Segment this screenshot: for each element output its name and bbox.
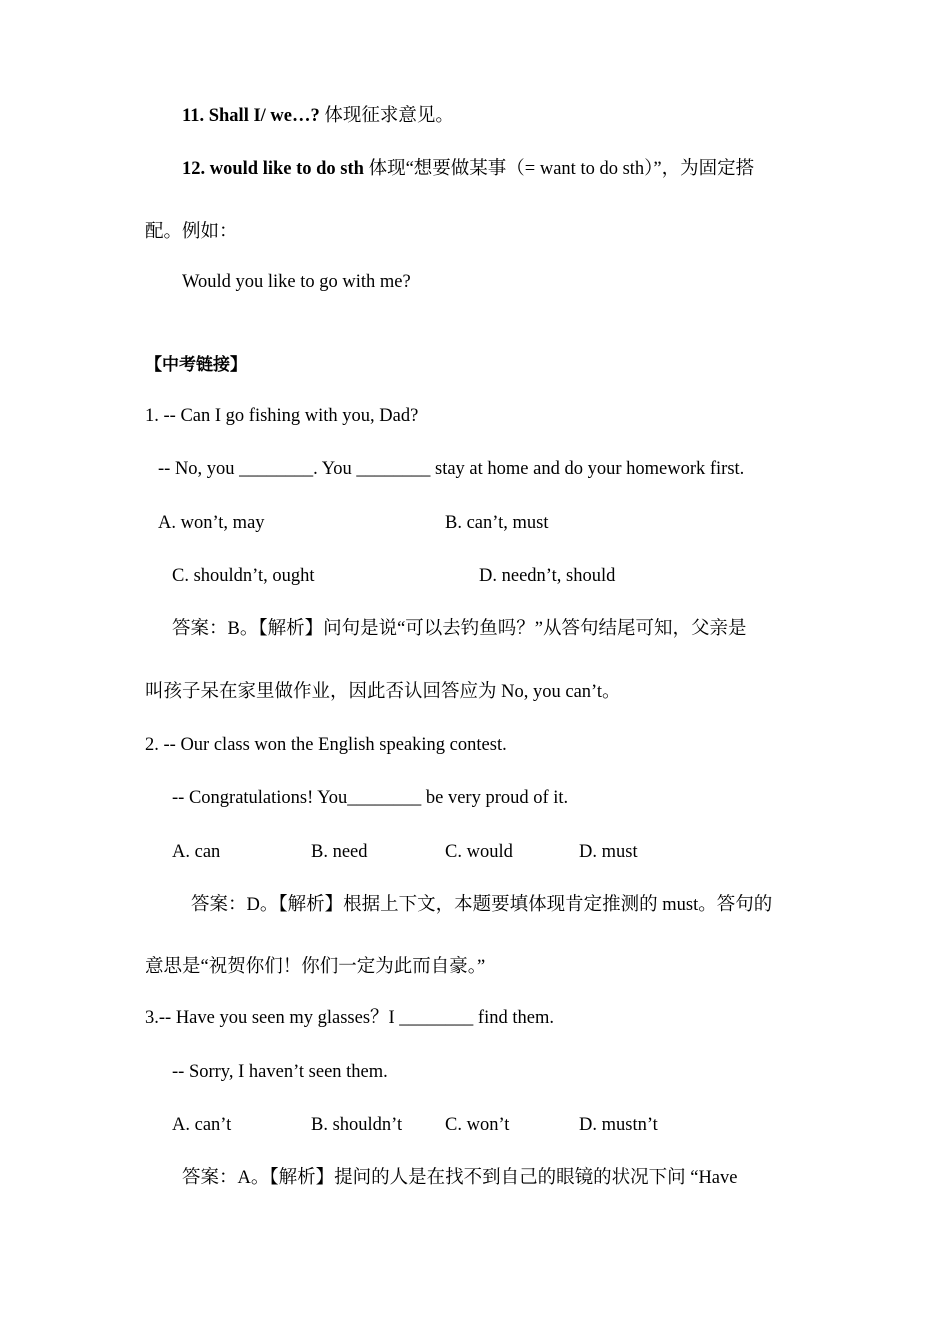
question-1-option-d: D. needn’t, should	[479, 566, 616, 586]
question-1-option-b: B. can’t, must	[445, 513, 549, 533]
note-11-term: 11. Shall I/ we…?	[182, 106, 320, 126]
question-2-answer-cont: 意思是“祝贺你们！你们一定为此而自豪。”	[145, 957, 486, 977]
note-12-example: Would you like to go with me?	[182, 272, 411, 292]
question-3-reply: -- Sorry, I haven’t seen them.	[172, 1062, 388, 1082]
question-3-option-b: B. shouldn’t	[311, 1115, 403, 1135]
question-1-option-c: C. shouldn’t, ought	[172, 566, 315, 586]
note-12	[182, 157, 754, 181]
question-3-option-a: A. can’t	[172, 1115, 232, 1135]
question-1-prompt: 1. -- Can I go fishing with you, Dad?	[145, 406, 419, 426]
note-12-term: 12. would like to do sth	[182, 159, 364, 179]
question-1-reply: -- No, you ________. You ________ stay at home and do your homework first.	[158, 459, 745, 479]
question-2-answer: 答案：D。【解析】根据上下文，本题要填体现肯定推测的 must。答句的	[191, 895, 773, 915]
question-1-answer-cont: 叫孩子呆在家里做作业，因此否认回答应为 No, you can’t。	[145, 682, 621, 702]
question-2-option-b: B. need	[311, 842, 368, 862]
question-2-option-d: D. must	[579, 842, 638, 862]
question-2-reply: -- Congratulations! You________ be very proud of it.	[172, 788, 569, 808]
question-3-option-d: D. mustn’t	[579, 1115, 658, 1135]
note-12-desc: 体现“想要做某事（= want to do sth）”，为固定搭	[363, 159, 755, 179]
note-11-desc: 体现征求意见。	[319, 106, 454, 126]
question-3-prompt: 3.-- Have you seen my glasses？I ________ find them.	[145, 1008, 554, 1028]
question-2-option-a: A. can	[172, 842, 221, 862]
note-12-desc-cont: 配。例如：	[145, 222, 238, 242]
question-1-option-a: A. won’t, may	[158, 513, 265, 533]
note-11	[182, 104, 454, 128]
question-1-answer: 答案：B。【解析】问句是说“可以去钓鱼吗？”从答句结尾可知，父亲是	[172, 619, 747, 639]
section-title: 【中考链接】	[145, 355, 247, 375]
question-3-option-c: C. won’t	[445, 1115, 510, 1135]
question-2-option-c: C. would	[445, 842, 513, 862]
question-3-answer: 答案：A。【解析】提问的人是在找不到自己的眼镜的状况下问 “Have	[182, 1168, 738, 1188]
question-2-prompt: 2. -- Our class won the English speaking contest.	[145, 735, 507, 755]
